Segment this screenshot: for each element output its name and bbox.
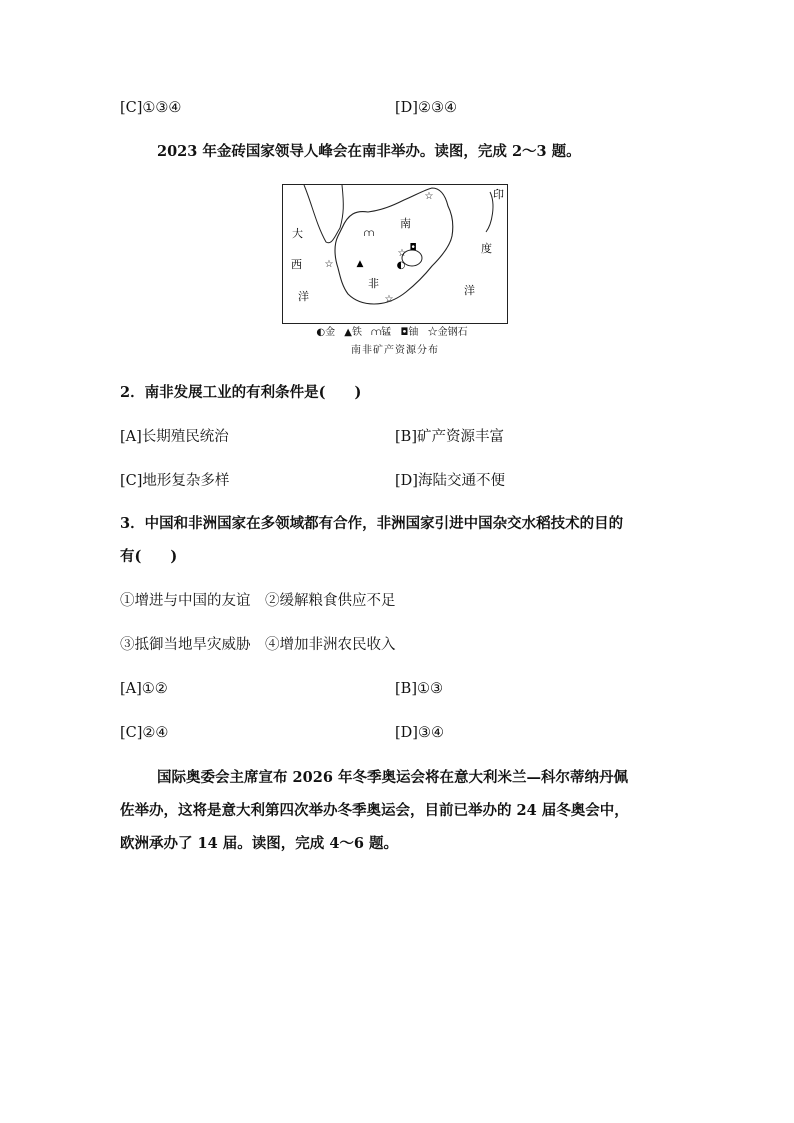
south-africa-map [282,184,508,324]
q3-option-b: [B]①③ [395,681,443,697]
q3-stem-line2: 有( ) [120,548,178,565]
q3-stem-line1: 3．中国和非洲国家在多领域都有合作，非洲国家引进中国杂交水稻技术的目的 [120,515,624,532]
label-indian-2: 度 [481,242,492,255]
q2-option-c: [C]地形复杂多样 [120,473,230,489]
legend-uranium: ◘铀 [400,327,419,338]
gold-symbol: ◐ [396,260,406,271]
q3-items-line2: ③抵御当地旱灾威胁 ④增加非洲农民收入 [120,637,396,653]
q3-items-line1: ①增进与中国的友谊 ②缓解粮食供应不足 [120,593,396,609]
intro-q4-6-line2: 佐举办，这将是意大利第四次举办冬季奥运会，目前已举办的 24 届冬奥会中， [120,802,629,819]
legend-manganese: ⩋锰 [371,327,392,338]
q3-option-a: [A]①② [120,681,168,697]
q3-option-d: [D]③④ [395,725,444,741]
legend-iron: ▲铁 [344,327,362,338]
q2-option-d: [D]海陆交通不便 [395,473,505,489]
q3-option-c: [C]②④ [120,725,169,741]
intro-q4-6-line1: 国际奥委会主席宣布 2026 年冬季奥运会将在意大利米兰—科尔蒂纳丹佩 [157,769,628,786]
label-atlantic-1: 大 [292,227,303,240]
q2-stem: 2．南非发展工业的有利条件是( ) [120,384,362,401]
diamond-symbol: ☆ [424,191,434,202]
label-atlantic-2: 西 [291,258,302,271]
manganese-symbol: ⩋ [363,228,375,239]
map-caption: 南非矿产资源分布 [351,345,439,356]
legend-gold: ◐金 [316,327,336,338]
label-indian-3: 洋 [464,284,475,297]
diamond-symbol: ☆ [397,248,407,259]
uranium-symbol: ◘ [409,243,417,253]
intro-q2-3: 2023 年金砖国家领导人峰会在南非举办。读图，完成 2～3 题。 [157,143,581,160]
map-figure [282,184,508,324]
diamond-symbol: ☆ [384,294,394,305]
q2-option-a: [A]长期殖民统治 [120,429,229,445]
legend-diamond: ☆金钢石 [427,327,468,338]
label-country-2: 非 [368,277,379,290]
intro-q4-6-line3: 欧洲承办了 14 届。读图，完成 4～6 题。 [120,835,399,852]
iron-symbol: ▲ [356,259,364,269]
label-country-1: 南 [400,217,411,230]
q1-option-d: [D]②③④ [395,100,457,116]
label-atlantic-3: 洋 [298,290,309,303]
label-indian-1: 印 [493,188,504,201]
q2-option-b: [B]矿产资源丰富 [395,429,504,445]
diamond-symbol: ☆ [324,259,334,270]
map-legend [282,326,508,340]
q1-option-c: [C]①③④ [120,100,182,116]
